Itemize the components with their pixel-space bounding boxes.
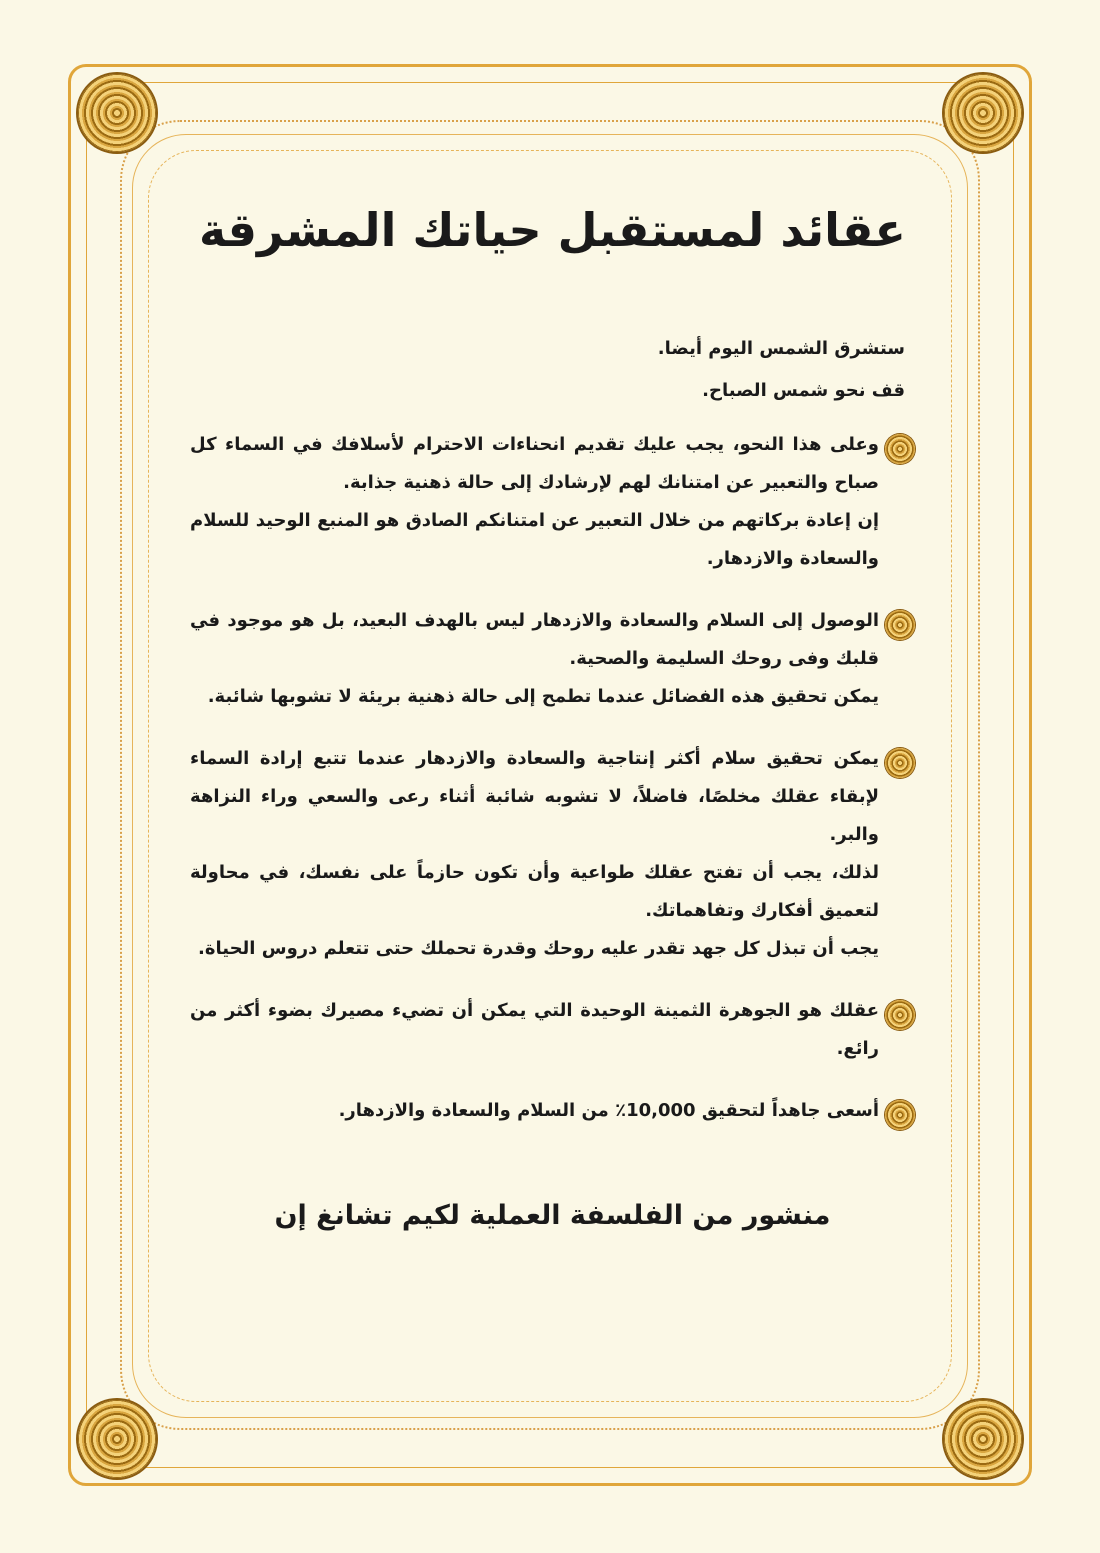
gold-bullet-icon — [885, 748, 915, 778]
bullet-text: لذلك، يجب أن تفتح عقلك طواعية وأن تكون حازماً على نفسك، في محاولة لتعميق أفكارك وتفاهماتك. — [190, 862, 879, 921]
gold-bullet-icon — [885, 1000, 915, 1030]
corner-medallion-icon — [944, 1400, 1022, 1478]
gold-bullet-icon — [885, 1100, 915, 1130]
bullet-text: يجب أن تبذل كل جهد تقدر عليه روحك وقدرة تحملك حتى تتعلم دروس الحياة. — [198, 938, 879, 959]
corner-medallion-icon — [78, 1400, 156, 1478]
bullet-text: وعلى هذا النحو، يجب عليك تقديم انحناءات الاحترام لأسلافك في السماء كل صباح والتعبير عن امتنانك لهم لإرشادك إلى حالة ذهنية جذابة. — [190, 434, 879, 493]
intro-line: قف نحو شمس الصباح. — [702, 380, 905, 401]
intro — [190, 328, 915, 412]
bullet-text: عقلك هو الجوهرة الثمينة الوحيدة التي يمكن أن تضيء مصيرك بضوء أكثر من رائع. — [190, 1000, 879, 1059]
corner-medallion-icon — [78, 74, 156, 152]
bullet-item — [190, 740, 915, 968]
page-title: عقائد لمستقبل حياتك المشرقة — [199, 203, 906, 257]
footer-credit: منشور من الفلسفة العملية لكيم تشانغ إن — [274, 1200, 831, 1231]
gold-bullet-icon — [885, 434, 915, 464]
gold-bullet-icon — [885, 610, 915, 640]
bullet-text: يمكن تحقيق سلام أكثر إنتاجية والسعادة والازدهار عندما تتبع إرادة السماء لإبقاء عقلك مخلصًا، فاضلاً، لا تشوبه شائبة أثناء رعى والسعي وراء النزاهة والبر. — [190, 748, 879, 845]
bullet-item — [190, 602, 915, 716]
bullet-text: يمكن تحقيق هذه الفضائل عندما تطمح إلى حالة ذهنية بريئة لا تشوبها شائبة. — [207, 686, 879, 707]
document-body — [190, 190, 915, 1231]
bullet-item — [190, 992, 915, 1068]
bullet-text: الوصول إلى السلام والسعادة والازدهار ليس بالهدف البعيد، بل هو موجود في قلبك وفى روحك السليمة والصحية. — [190, 610, 879, 669]
intro-line: ستشرق الشمس اليوم أيضا. — [657, 338, 905, 359]
bullet-text: أسعى جاهداً لتحقيق 10,000٪ من السلام والسعادة والازدهار. — [338, 1100, 879, 1121]
bullet-item — [190, 426, 915, 578]
bullet-item — [190, 1092, 915, 1130]
bullet-text: إن إعادة بركاتهم من خلال التعبير عن امتنانكم الصادق هو المنبع الوحيد للسلام والسعادة والازدهار. — [190, 510, 879, 569]
corner-medallion-icon — [944, 74, 1022, 152]
